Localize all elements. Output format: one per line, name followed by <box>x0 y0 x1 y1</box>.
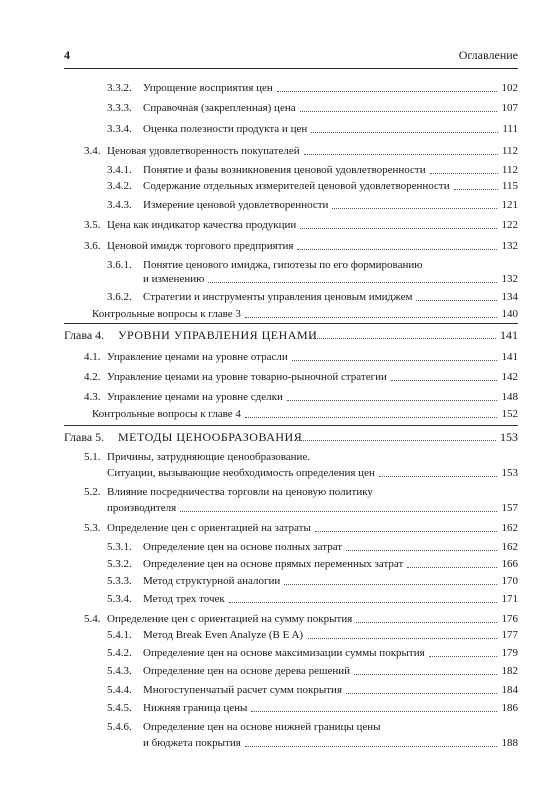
toc-entry-page: 111 <box>502 123 518 135</box>
toc-entry[interactable] <box>0 556 518 572</box>
toc-entry-title: Определение цен с ориентацией на затраты <box>107 522 311 534</box>
toc-entry[interactable] <box>0 645 518 661</box>
dot-leader <box>311 130 498 133</box>
toc-entry[interactable] <box>0 719 518 735</box>
toc-entry-title: Метод трех точек <box>143 593 225 605</box>
toc-entry-page: 153 <box>500 430 518 444</box>
toc-entry[interactable] <box>0 349 518 365</box>
toc-entry-page: 188 <box>501 737 518 749</box>
toc-entry-number: 5.4.1. <box>107 629 132 641</box>
toc-entry-page: 157 <box>501 502 518 514</box>
toc-entry-continuation <box>0 500 518 516</box>
toc-entry-page: 140 <box>501 308 518 320</box>
toc-entry-number: 3.6.2. <box>107 291 132 303</box>
toc-entry[interactable] <box>0 449 518 465</box>
toc-entry-page: 107 <box>501 102 518 114</box>
toc-entry-page: 134 <box>501 291 518 303</box>
toc-entry-title-cont: производителя <box>107 502 177 514</box>
toc-entry-page: 112 <box>501 145 518 157</box>
chapter-separator <box>64 425 518 426</box>
toc-entry-page: 176 <box>501 613 518 625</box>
toc-entry[interactable] <box>0 700 518 716</box>
dot-leader <box>407 565 497 568</box>
toc-entry-number: 5.3. <box>84 522 101 534</box>
toc-entry[interactable] <box>0 627 518 643</box>
toc-entry-number: Глава 5. <box>64 430 105 444</box>
toc-entry-title: Метод структурной аналогии <box>143 575 281 587</box>
toc-entry-title: Управление ценами на уровне товарно-рыночной стратегии <box>107 371 387 383</box>
toc-entry-number: Глава 4. <box>64 328 105 342</box>
dot-leader <box>416 298 497 301</box>
toc-entry-number: 3.3.2. <box>107 82 132 94</box>
toc-entry-continuation <box>0 465 518 481</box>
toc-entry-title: Определение цен на основе прямых переменных затрат <box>143 558 404 570</box>
toc-entry[interactable] <box>0 369 518 385</box>
dot-leader <box>429 654 498 657</box>
toc-entry[interactable] <box>0 162 518 178</box>
toc-entry[interactable] <box>0 143 518 159</box>
dot-leader <box>277 89 498 92</box>
toc-entry-page: 153 <box>501 467 518 479</box>
toc-entry[interactable] <box>0 121 518 137</box>
toc-entry-page: 162 <box>501 541 518 553</box>
toc-entry-page: 171 <box>501 593 518 605</box>
toc-chapter-entry[interactable] <box>0 327 518 343</box>
dot-leader <box>454 187 498 190</box>
toc-entry[interactable] <box>0 682 518 698</box>
toc-entry-page: 166 <box>501 558 518 570</box>
toc-entry-title: Стратегии и инструменты управления ценовым имиджем <box>143 291 413 303</box>
toc-entry-title: Многоступенчатый расчет сумм покрытия <box>143 684 342 696</box>
toc-entry-page: 141 <box>500 328 518 342</box>
toc-entry-number: 4.1. <box>84 351 101 363</box>
dot-leader <box>391 378 498 381</box>
toc-entry-title: Оценка полезности продукта и цен <box>143 123 308 135</box>
toc-entry-number: 5.3.4. <box>107 593 132 605</box>
dot-leader <box>309 336 496 339</box>
toc-entry-page: 170 <box>501 575 518 587</box>
toc-entry-page: 132 <box>501 240 518 252</box>
dot-leader <box>346 548 497 551</box>
toc-entry-number: 5.3.1. <box>107 541 132 553</box>
toc-entry-number: 5.3.3. <box>107 575 132 587</box>
toc-entry[interactable] <box>0 100 518 116</box>
toc-entry-title: Определение цен на основе полных затрат <box>143 541 343 553</box>
toc-entry-page: 177 <box>501 629 518 641</box>
toc-entry-title-cont: и изменению <box>143 273 205 285</box>
toc-entry-page: 141 <box>501 351 518 363</box>
dot-leader <box>292 358 498 361</box>
toc-entry[interactable] <box>0 539 518 555</box>
dot-leader <box>379 474 498 477</box>
toc-entry-page: 122 <box>501 219 518 231</box>
chapter-separator <box>64 323 518 324</box>
toc-entry-page: 121 <box>501 199 518 211</box>
toc-entry-continuation <box>0 735 518 751</box>
toc-entry-number: 3.6.1. <box>107 259 132 271</box>
dot-leader <box>284 582 497 585</box>
toc-entry-page: 162 <box>501 522 518 534</box>
toc-entry-number: 5.1. <box>84 451 101 463</box>
toc-entry[interactable] <box>0 611 518 627</box>
page-number: 4 <box>64 48 70 62</box>
dot-leader <box>297 247 497 250</box>
toc-entry-number: 3.6. <box>84 240 101 252</box>
toc-entry-title: МЕТОДЫ ЦЕНООБРАЗОВАНИЯ <box>118 430 303 444</box>
toc-entry-number: 5.4.4. <box>107 684 132 696</box>
toc-entry-title: Измерение ценовой удовлетворенности <box>143 199 329 211</box>
toc-entry-continuation <box>0 271 518 287</box>
toc-entry-title: Ценовой имидж торгового предприятия <box>107 240 294 252</box>
toc-entry-page: 112 <box>501 164 518 176</box>
toc-entry[interactable] <box>0 238 518 254</box>
toc-entry-title: Управление ценами на уровне сделки <box>107 391 283 403</box>
dot-leader <box>245 415 498 418</box>
toc-entry-number: 5.3.2. <box>107 558 132 570</box>
toc-entry-title: Влияние посредничества торговли на ценовую политику <box>107 486 373 498</box>
dot-leader <box>308 636 497 639</box>
dot-leader <box>346 691 498 694</box>
dot-leader <box>245 744 498 747</box>
toc-entry-page: 186 <box>501 702 518 714</box>
toc-entry-title: Упрощение восприятия цен <box>143 82 273 94</box>
toc-entry-title: Нижняя граница цены <box>143 702 248 714</box>
toc-entry-page: 182 <box>501 665 518 677</box>
toc-entry-number: 3.5. <box>84 219 101 231</box>
toc-entry-title: Определение цен с ориентацией на сумму покрытия <box>107 613 353 625</box>
toc-chapter-entry[interactable] <box>0 429 518 445</box>
toc-entry[interactable] <box>0 573 518 589</box>
toc-entry-title: УРОВНИ УПРАВЛЕНИЯ ЦЕНАМИ <box>118 328 318 342</box>
toc-entry-number: 3.4.1. <box>107 164 132 176</box>
toc-entry-title: Содержание отдельных измерителей ценовой удовлетворенности <box>143 180 450 192</box>
toc-entry[interactable] <box>0 178 518 194</box>
toc-entry-page: 179 <box>501 647 518 659</box>
toc-entry[interactable] <box>0 197 518 213</box>
toc-entry-title: Метод Break Even Analyze (B E A) <box>143 629 304 641</box>
dot-leader <box>300 109 498 112</box>
toc-entry-page: 142 <box>501 371 518 383</box>
toc-entry-number: 5.4.6. <box>107 721 132 733</box>
toc-entry-number: 5.4.3. <box>107 665 132 677</box>
toc-entry[interactable] <box>0 520 518 536</box>
toc-entry-number: 3.4.2. <box>107 180 132 192</box>
toc-entry[interactable] <box>0 217 518 233</box>
toc-entry-number: 3.4. <box>84 145 101 157</box>
running-section-title: Оглавление <box>458 48 518 62</box>
toc-entry-number: 3.3.3. <box>107 102 132 114</box>
dot-leader <box>208 280 497 283</box>
toc-entry-title: Определение цен на основе дерева решений <box>143 665 350 677</box>
toc-entry-number: 5.2. <box>84 486 101 498</box>
toc-entry-title: Ценовая удовлетворенность покупателей <box>107 145 300 157</box>
toc-entry-title: Понятие ценового имиджа, гипотезы по его формированию <box>143 259 423 271</box>
dot-leader <box>245 315 498 318</box>
dot-leader <box>315 529 498 532</box>
toc-entry-title: Контрольные вопросы к главе 4 <box>92 408 241 420</box>
toc-entry-title: Причины, затрудняющие ценообразование. <box>107 451 311 463</box>
toc-entry-number: 4.3. <box>84 391 101 403</box>
dot-leader <box>354 672 498 675</box>
dot-leader <box>304 152 498 155</box>
toc-entry[interactable] <box>0 80 518 96</box>
toc-entry-page: 102 <box>501 82 518 94</box>
toc-entry-page: 132 <box>501 273 518 285</box>
dot-leader <box>300 226 497 229</box>
toc-entry-number: 4.2. <box>84 371 101 383</box>
toc-entry[interactable] <box>0 306 518 322</box>
toc-entry-title: Цена как индикатор качества продукции <box>107 219 297 231</box>
toc-entry-page: 115 <box>501 180 518 192</box>
dot-leader <box>180 509 497 512</box>
toc-entry-title-cont: Ситуации, вызывающие необходимость определения цен <box>107 467 375 479</box>
toc-entry-number: 3.4.3. <box>107 199 132 211</box>
dot-leader <box>229 600 498 603</box>
toc-entry-page: 152 <box>501 408 518 420</box>
toc-entry-title: Справочная (закрепленная) цена <box>143 102 296 114</box>
dot-leader <box>430 171 498 174</box>
toc-entry[interactable] <box>0 591 518 607</box>
dot-leader <box>251 709 497 712</box>
toc-entry[interactable] <box>0 406 518 422</box>
toc-entry-title: Контрольные вопросы к главе 3 <box>92 308 241 320</box>
toc-entry-title: Определение цен на основе нижней границы цены <box>143 721 381 733</box>
toc-entry-title: Определение цен на основе максимизации суммы покрытия <box>143 647 425 659</box>
toc-entry-number: 5.4.5. <box>107 702 132 714</box>
dot-leader <box>332 206 497 209</box>
toc-entry[interactable] <box>0 484 518 500</box>
toc-entry[interactable] <box>0 663 518 679</box>
toc-entry-number: 5.4.2. <box>107 647 132 659</box>
toc-entry[interactable] <box>0 389 518 405</box>
toc-entry-page: 148 <box>501 391 518 403</box>
toc-entry-number: 3.3.4. <box>107 123 132 135</box>
toc-entry-number: 5.4. <box>84 613 101 625</box>
dot-leader <box>295 438 496 441</box>
toc-entry-page: 184 <box>501 684 518 696</box>
toc-entry-title: Управление ценами на уровне отрасли <box>107 351 288 363</box>
toc-entry-title: Понятие и фазы возникновения ценовой удовлетворенности <box>143 164 426 176</box>
toc-entry-title-cont: и бюджета покрытия <box>143 737 241 749</box>
toc-entry[interactable] <box>0 289 518 305</box>
dot-leader <box>287 398 498 401</box>
dot-leader <box>356 620 497 623</box>
